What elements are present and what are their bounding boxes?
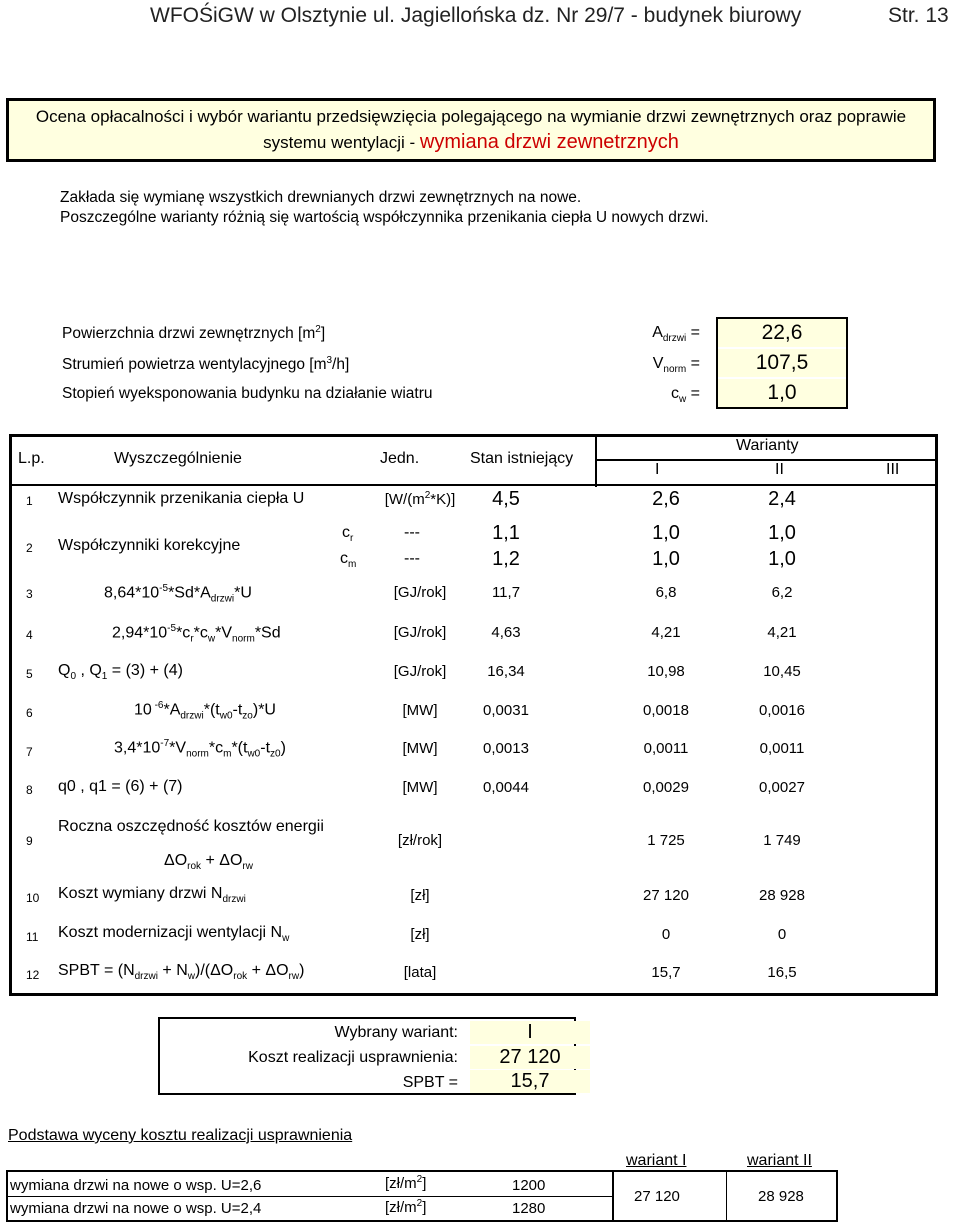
row-number: 11 [26,930,39,944]
row-unit: [GJ/rok] [393,624,447,641]
row-formula: SPBT = $(N_{drzwi} + N_w)/(\Delta O_{rok} + \Delta O_{rw})$ [58,962,305,983]
row-unit: [GJ/rok] [393,584,447,601]
symbol-cr: $c_r$ [342,524,354,545]
row-formula: 10 $^{-6}*A_{drzwi}*(t_{w0}-t_{zo})*U$ [134,700,276,722]
row-description: Współczynniki korekcyjne [58,537,241,554]
param-value-airflow: 107,5 [718,349,846,377]
value-current: 16,34 [487,663,525,680]
value-variant-1: 2,6 [652,488,680,510]
value-variant-2-cm: 1,0 [768,548,796,570]
header-lp: L.p. [18,450,45,467]
value-variant-2: 2,4 [768,488,796,510]
basis-col-variant-1: wariant I [626,1152,687,1169]
row-number: 4 [26,628,33,642]
title-highlight: wymiana drzwi zewnetrznych [419,131,679,153]
value-variant-2: 0,0027 [759,779,805,796]
header-variants: Warianty [736,437,799,454]
title-box [6,98,936,162]
basis-row-unit: $[zł/m^2]$ [385,1198,427,1216]
row-unit: [MW] [402,779,438,796]
row-number: 12 [26,968,40,982]
basis-row-unit: $[zł/m^2]$ [385,1174,427,1192]
symbol-cm: $c_m$ [340,550,357,571]
basis-row-desc: wymiana drzwi na nowe o wsp. U=2,6 [10,1177,262,1194]
document-header: WFOŚiGW w Olsztynie ul. Jagiellońska dz. Nr 29/7 - budynek biurowy [150,4,802,27]
intro-line-1: Zakłada się wymianę wszystkich drewnianych drzwi zewnętrznych na nowe. [60,189,582,206]
row-description: Roczna oszczędność kosztów energii [58,818,324,835]
row-description: Koszt modernizacji wentylacji $N_w$ [58,924,290,945]
header-current-state: Stan istniejący [470,450,574,467]
row-formula: $3,4*10^{-7}*V_{norm}*c_m*(t_{w0}-t_{z0})$ [114,738,286,760]
value-variant-1: 0 [661,926,671,943]
row-unit: [MW] [402,740,438,757]
value-variant-2: 0 [777,926,787,943]
value-variant-1: 10,98 [647,663,685,680]
value-variant-1: 0,0029 [643,779,689,796]
value-variant-1-cm: 1,0 [652,548,680,570]
basis-row-price: 1200 [512,1177,546,1194]
row-number: 6 [26,706,33,720]
param-label-area: Powierzchnia drzwi zewnętrznych $[m^2]$ [62,324,326,343]
row-formula: q0 , q1 = (6) + (7) [58,778,183,795]
row-number: 10 [26,891,40,905]
row-number: 8 [26,783,33,797]
row-unit: $[W/(m^2*K)]$ [384,490,456,508]
param-value-area: 22,6 [718,319,846,347]
value-variant-2: 6,2 [771,584,793,601]
value-variant-2: 28 928 [759,887,805,904]
value-current: 0,0013 [483,740,529,757]
value-variant-1: 27 120 [643,887,689,904]
basis-col-variant-2: wariant II [747,1152,812,1169]
param-symbol-airflow: $V_{norm}$ = [652,355,700,376]
value-current: 0,0044 [483,779,529,796]
value-variant-1: 1 725 [647,832,685,849]
basis-row-desc: wymiana drzwi na nowe o wsp. U=2,4 [10,1200,262,1217]
row-formula: $\Delta O_{rok} + \Delta O_{rw}$ [164,852,253,873]
row-description: Koszt wymiany drzwi $N_{drzwi}$ [58,885,246,906]
row-unit: [GJ/rok] [393,663,447,680]
value-variant-2: 4,21 [767,624,797,641]
value-variant-2: 0,0016 [759,702,805,719]
intro-line-2: Poszczególne warianty różnią się wartością współczynnika przenikania ciepła U nowych drzwi. [60,209,709,226]
row-unit: [zł] [410,887,430,904]
row-description: Współczynnik przenikania ciepła U [58,490,305,507]
value-current: 4,63 [491,624,521,641]
row-formula: $2,94*10^{-5}*c_r*c_w*V_{norm}*Sd$ [112,623,281,645]
value-current: 0,0031 [483,702,529,719]
title-line-2: systemu wentylacji - wymiana drzwi zewnetrznych [263,131,679,153]
value-variant-1-cr: 1,0 [652,522,680,544]
row-number: 2 [26,541,33,555]
basis-title: Podstawa wyceny kosztu realizacji usprawnienia [8,1127,353,1144]
value-current-cm: 1,2 [492,548,520,570]
row-unit: [zł] [410,926,430,943]
param-symbol-area: $A_{drzwi}$ = [652,324,700,345]
title-line-1: Ocena opłacalności i wybór wariantu przedsięwzięcia polegającego na wymianie drzwi zewnętrznych oraz poprawie [35,107,907,126]
header-unit: Jedn. [380,450,420,467]
param-value-exposure: 1,0 [718,379,846,407]
row-unit: [MW] [402,702,438,719]
param-label-airflow: Strumień powietrza wentylacyjnego $[m^3/h]$ [62,355,350,374]
value-current: 11,7 [491,584,521,601]
basis-total-variant-2: 28 928 [758,1188,804,1205]
param-symbol-exposure: $c_w$ = [670,385,700,406]
unit-cr: --- [404,524,420,541]
value-variant-2: 1 749 [763,832,801,849]
basis-row-price: 1280 [512,1200,546,1217]
spbt-value: 15,7 [470,1070,590,1093]
value-current-cr: 1,1 [492,522,520,544]
page-number: Str. 13 [888,4,949,27]
header-description: Wyszczególnienie [114,450,242,467]
row-formula: $Q_0$ , $Q_1 = (3) + (4)$ [58,662,183,683]
value-variant-2: 10,45 [763,663,801,680]
value-variant-1: 0,0018 [643,702,689,719]
value-variant-1: 4,21 [651,624,681,641]
row-number: 5 [26,667,33,681]
unit-cm: --- [404,550,420,567]
selected-variant-value: I [470,1021,590,1044]
header-variant-2: II [775,461,784,478]
value-variant-2: 16,5 [767,964,797,981]
row-formula: $8,64*10^{-5}*Sd*A_{drzwi}*U$ [104,583,252,605]
basis-total-variant-1: 27 120 [634,1188,680,1205]
value-variant-1: 15,7 [651,964,681,981]
value-variant-1: 6,8 [655,584,677,601]
row-number: 7 [26,745,33,759]
cost-value: 27 120 [470,1046,590,1069]
header-variant-3: III [886,461,900,478]
spbt-label: SPBT = [402,1074,458,1091]
value-variant-1: 0,0011 [643,740,689,757]
row-unit: [zł/rok] [397,832,443,849]
value-variant-2: 0,0011 [759,740,805,757]
value-variant-2-cr: 1,0 [768,522,796,544]
param-label-exposure: Stopień wyeksponowania budynku na działanie wiatru [62,385,433,402]
header-variant-1: I [655,461,660,478]
row-number: 9 [26,834,33,848]
selected-variant-label: Wybrany wariant: [334,1024,458,1041]
cost-label: Koszt realizacji usprawnienia: [248,1049,458,1066]
row-unit: [lata] [403,964,437,981]
value-current: 4,5 [492,488,520,510]
row-number: 1 [26,494,33,508]
row-number: 3 [26,587,33,601]
